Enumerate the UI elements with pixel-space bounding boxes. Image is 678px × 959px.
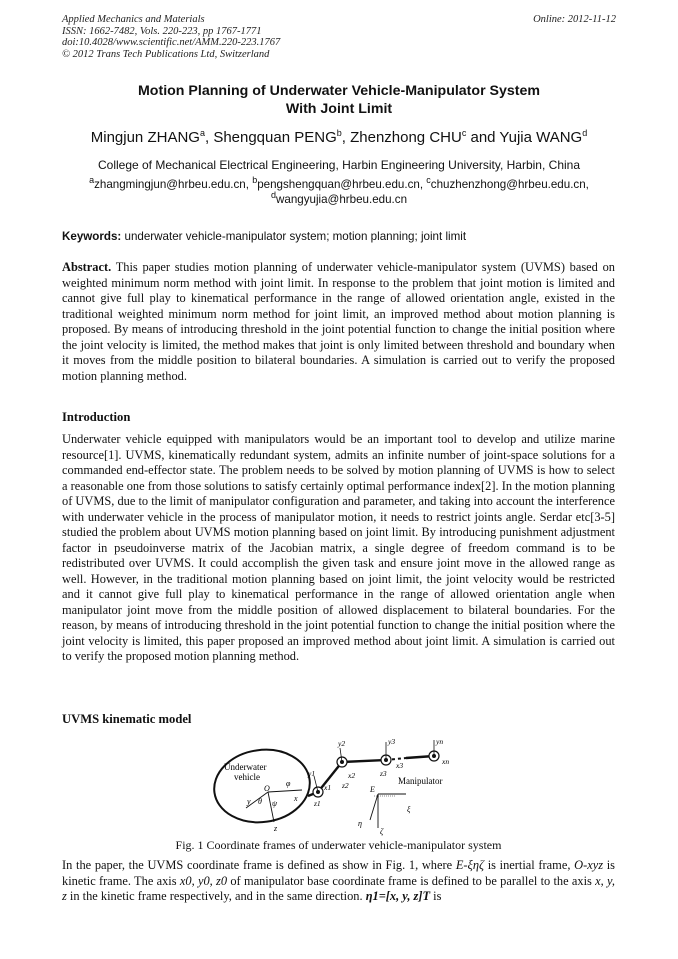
text-run: in the kinetic frame respectively, and in the same direction.: [66, 889, 366, 903]
keywords-label: Keywords:: [62, 230, 122, 243]
email-address[interactable]: zhangmingjun@hrbeu.edu.cn: [94, 178, 246, 191]
figure-caption: Fig. 1 Coordinate frames of underwater vehicle-manipulator system: [175, 838, 502, 852]
introduction-heading: Introduction: [62, 410, 131, 424]
email-mark: d: [270, 190, 276, 201]
label-phi: φ: [286, 779, 291, 788]
vehicle-label-1: Underwater: [224, 762, 267, 772]
vehicle-label-2: vehicle: [234, 772, 260, 782]
abstract-label: Abstract.: [62, 260, 112, 274]
link-3: [342, 760, 386, 762]
label-E: E: [370, 785, 375, 794]
email-address[interactable]: wangyujia@hrbeu.edu.cn: [276, 193, 408, 206]
email-list: $^a$zhangmingjun@hrbeu.edu.cn, $^b$pengshengquan@hrbeu.edu.cn, $^c$chuzhenzhong@hrbeu.edu.cn, $^d$wangyujia@hrbeu.edu.cn: [89, 175, 589, 206]
email-address[interactable]: chuzhenzhong@hrbeu.edu.cn: [430, 178, 586, 191]
journal-header: [62, 14, 280, 60]
math-run: η1=[x, y, z]T: [365, 889, 431, 903]
label-x2: x2: [348, 771, 356, 780]
author-name: Zhenzhong CHU: [350, 129, 462, 146]
section-heading-uvms: UVMS kinematic model: [62, 712, 192, 726]
abstract: [62, 260, 615, 384]
paper-title: [40, 82, 638, 118]
author-mark: d: [582, 128, 588, 138]
label-y: y: [247, 797, 251, 806]
label-O: O: [264, 784, 270, 793]
author-mark: c: [461, 128, 467, 138]
author-name: Mingjun ZHANG: [90, 129, 200, 146]
label-psi: ψ: [272, 799, 277, 808]
text-run: is: [430, 889, 442, 903]
vehicle-body: [210, 744, 315, 829]
email-mark: a: [89, 175, 95, 186]
author-list: Mingjun ZHANG$^a$, Shengquan PENG$^b$, Zhenzhong CHU$^c$ and Yujia WANG$^d$: [90, 128, 588, 146]
text-run: is inertial frame,: [484, 858, 571, 872]
label-y1: y1: [308, 769, 316, 778]
math-run: x, y, z: [62, 873, 615, 903]
label-z1: z1: [314, 799, 321, 808]
email-mark: c: [426, 175, 431, 186]
label-y2: y2: [338, 739, 346, 748]
author-mark: a: [199, 128, 205, 138]
label-x: x: [294, 794, 298, 803]
body-after-figure: [62, 858, 615, 905]
affiliation: College of Mechanical Electrical Engineering, Harbin Engineering University, Harbin, China: [97, 158, 581, 172]
label-z: z: [274, 824, 278, 833]
label-yn: yn: [436, 737, 444, 746]
inertial-eta-axis: [370, 794, 378, 820]
label-xi: ξ: [407, 805, 411, 814]
journal-name: Applied Mechanics and Materials: [62, 14, 205, 25]
text-run: is kinetic frame. The axis: [62, 858, 615, 888]
axis-x: [268, 790, 302, 792]
author-name: Shengquan PENG: [213, 129, 337, 146]
label-z3: z3: [380, 769, 387, 778]
online-date: Online: 2012-11-12: [533, 14, 616, 25]
manipulator-label: Manipulator: [398, 776, 443, 786]
email-address[interactable]: pengshengquan@hrbeu.edu.cn: [257, 178, 420, 191]
label-y3: y3: [388, 737, 396, 746]
keywords: [62, 230, 622, 244]
label-x3: x3: [396, 761, 404, 770]
label-zeta: ζ: [380, 827, 384, 836]
author-mark: b: [336, 128, 342, 138]
math-run: E-ξηζ: [455, 858, 484, 872]
math-run: O-xyz: [574, 858, 604, 872]
text-run: of manipulator base coordinate frame is defined to be: [227, 873, 497, 888]
doi-line: doi:10.4028/www.scientific.net/AMM.220-223.1767: [62, 37, 281, 49]
introduction-text: Underwater vehicle equipped with manipulators would be an important tool to develop and utilize marine resource[1]. UVMS, kinematically redundant system, admits an infinite number of joint-space solutions for a commanded end-effector state. The problem needs to be solved by motion planning of UVMS is how to select a reasonable one from those solutions to satisfy certainly optimal performance index[2]. In the motion planning of UVMS, due to the limit of manipulator configuration and parameter, and taking into account the interference with underwater vehicle in the process of manipulator motion, it needs to restrict joints angle. Serdar etc[3-5] studied the problem about UVMS motion planning based on joint limit. By introducing punishment adjustment factor in pseudoinverse matrix of the Jacobian matrix, a single degree of freedom command is to be redistributed over UVMS. It could accomplish the given task and ensure joint move in the allowed range as well. However, in the traditional motion planning based on joint limit, the joint velocity would be restricted and it cannot give full play to kinematical performance in the range of allowed orientation angle when manipulator joint move from the middle position of allowed displacement to bilateral boundaries. For the reason, by means of introducing threshold in the joint potential function to change the initial position where the joint velocity is limited, this paper proposed an improved method about joint limit. A simulation is carried out to verify the proposed motion planning method.: [62, 432, 615, 663]
label-eta: η: [358, 819, 362, 828]
label-z2: z2: [342, 781, 349, 790]
text-run: parallel to the axis: [500, 873, 596, 888]
label-x1: x1: [324, 783, 332, 792]
uvms-coordinate-figure: [210, 734, 476, 838]
copyright-line: © 2012 Trans Tech Publications Ltd, Switzerland: [62, 48, 270, 60]
label-xn: xn: [442, 757, 450, 766]
label-theta: θ: [258, 797, 262, 806]
title-line-1: Motion Planning of Underwater Vehicle-Manipulator System: [137, 83, 541, 99]
math-run: x0, y0, z0: [179, 873, 228, 888]
author-name: Yujia WANG: [499, 129, 583, 146]
keywords-text: underwater vehicle-manipulator system; motion planning; joint limit: [124, 230, 467, 243]
abstract-text: This paper studies motion planning of underwater vehicle-manipulator system (UVMS) based on weighted minimum norm method with joint limit. In response to the problem that joint motion is limited and cannot give full play to kinematical performance in the range of allowed orientation angle, existed in the traditional weighted minimum norm method for joint limit, an improved method about motion planning is proposed. By means of introducing threshold in the joint potential function to change the initial position where the joint velocity is limited, the method makes that joint is only limited between threshold and boundary when it moves from the middle position to bilateral boundaries. A simulation is carried out to verify the proposed motion planning method.: [62, 260, 615, 383]
email-mark: b: [252, 175, 258, 186]
issn-line: ISSN: 1662-7482, Vols. 220-223, pp 1767-1771: [62, 25, 262, 37]
title-line-2: With Joint Limit: [285, 101, 393, 117]
text-run: In the paper, the UVMS coordinate frame is defined as show in Fig. 1, where: [62, 858, 456, 872]
